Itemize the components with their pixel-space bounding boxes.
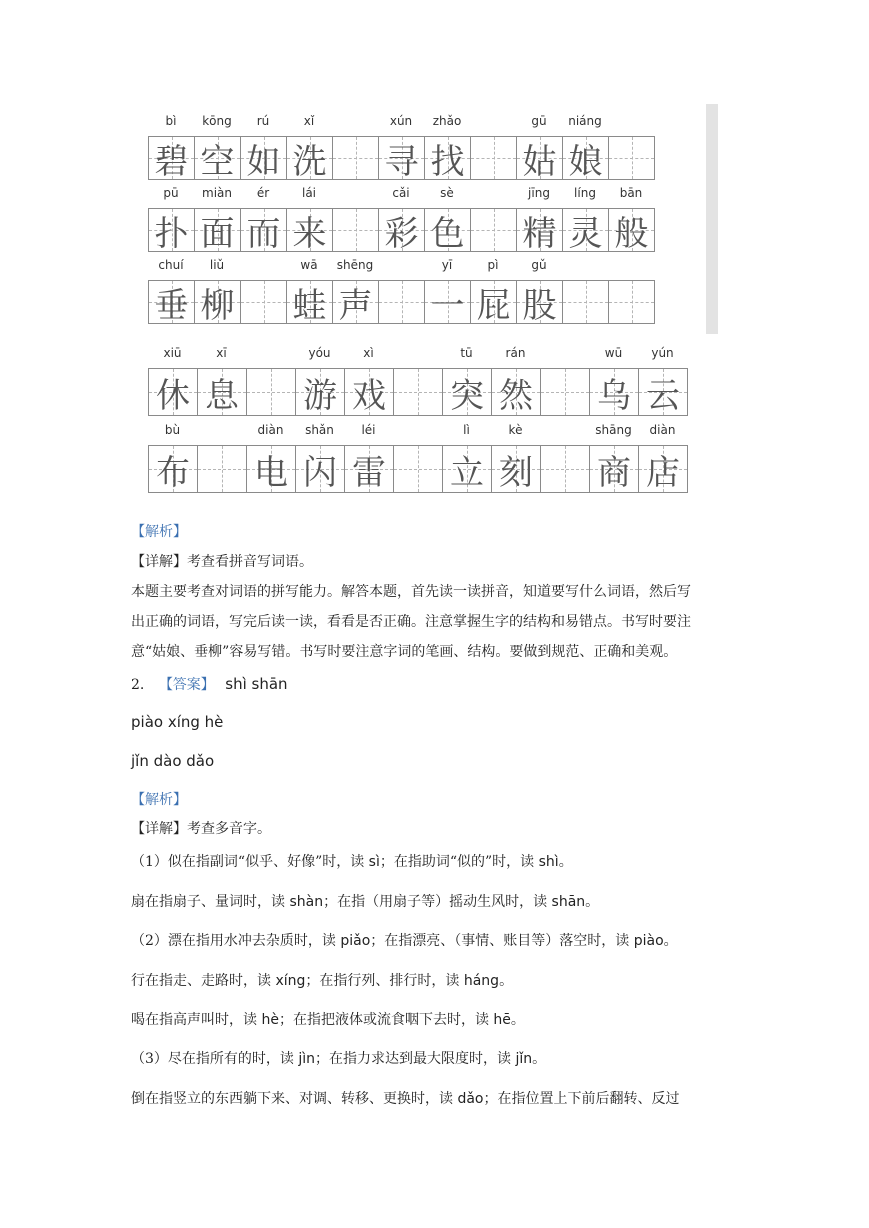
hanzi-character: 戏: [352, 375, 386, 416]
hanzi-character: [471, 137, 516, 179]
pinyin-label: bù: [164, 423, 181, 437]
analysis-heading-1: 【解析】: [131, 524, 187, 540]
hanzi-character: [379, 281, 424, 323]
pinyin-label: miàn: [202, 186, 232, 200]
tian-grid-cell: [609, 136, 655, 180]
hanzi-character: 商: [597, 452, 631, 493]
hanzi-character: [394, 446, 442, 492]
paragraph-line: 本题主要考查对词语的拼写能力。解答本题，首先读一读拼音，知道要写什么词语，然后写: [131, 584, 691, 600]
tian-grid-cell: [563, 136, 609, 180]
pinyin-line: [148, 346, 688, 368]
tian-grid-cell: [296, 368, 345, 416]
tian-grid-cell: [296, 445, 345, 493]
hanzi-character: 娘: [568, 141, 603, 182]
pinyin-label: pū: [163, 186, 179, 200]
tian-grid-cell: [517, 280, 563, 324]
tian-grid-cell: [379, 280, 425, 324]
tian-grid-cell: [394, 368, 443, 416]
tian-grid-cell: [517, 208, 563, 252]
pinyin-line: [148, 423, 688, 445]
tian-grid-cell: [492, 445, 541, 493]
hanzi-character: 息: [205, 375, 239, 416]
hanzi-character: 电: [254, 452, 288, 493]
grid-row: [148, 258, 655, 324]
explain-line: 倒在指竖立的东西躺下来、对调、转移、更换时，读 dǎo；在指位置上下前后翻转、反过: [131, 1091, 680, 1107]
pinyin-label: gū: [531, 114, 547, 128]
tian-grid-cells: [148, 136, 655, 180]
hanzi-character: 云: [646, 375, 680, 416]
tian-grid-cell: [333, 280, 379, 324]
explain-line: （2）漂在指用水冲去杂质时，读 piǎo；在指漂亮、（事情、账目等）落空时，读 piào。: [131, 933, 678, 949]
tian-grid-cell: [241, 136, 287, 180]
hanzi-character: 碧: [154, 141, 189, 182]
hanzi-character: [541, 446, 589, 492]
pinyin-label: pì: [487, 258, 499, 272]
pinyin-label: diàn: [649, 423, 676, 437]
hanzi-character: 而: [246, 213, 281, 254]
pinyin-label: jīng: [528, 186, 550, 200]
hanzi-character: 乌: [597, 375, 631, 416]
pinyin-label: shǎn: [305, 423, 334, 437]
hanzi-character: 休: [156, 375, 190, 416]
hanzi-character: 然: [499, 375, 533, 416]
explain-line: 扇在指扇子、量词时，读 shàn；在指（用扇子等）摇动生风时，读 shān。: [131, 894, 600, 910]
tian-grid-cell: [241, 208, 287, 252]
explain-line: 行在指走、走路时，读 xíng；在指行列、排行时，读 háng。: [131, 973, 514, 989]
tian-grid-cell: [379, 208, 425, 252]
hanzi-character: 店: [646, 452, 680, 493]
tian-grid-cell: [149, 136, 195, 180]
hanzi-character: 色: [430, 213, 465, 254]
word-grid-1: [148, 114, 655, 324]
tian-grid-cell: [195, 136, 241, 180]
tian-grid-cell: [609, 280, 655, 324]
hanzi-character: 一: [430, 285, 465, 326]
tian-grid-cell: [541, 445, 590, 493]
scrollbar[interactable]: [706, 104, 718, 334]
grid-row: [148, 186, 655, 252]
hanzi-character: [563, 281, 608, 323]
pinyin-label: chuí: [158, 258, 184, 272]
pinyin-label: kè: [508, 423, 523, 437]
pinyin-label: léi: [361, 423, 376, 437]
explain-line: （1）似在指副词“似乎、好像”时，读 sì；在指助词“似的”时，读 shì。: [131, 854, 573, 870]
hanzi-character: 游: [303, 375, 337, 416]
tian-grid-cell: [425, 280, 471, 324]
hanzi-character: [333, 137, 378, 179]
tian-grid-cell: [287, 136, 333, 180]
pinyin-label: kōng: [202, 114, 232, 128]
hanzi-character: 扑: [154, 213, 189, 254]
detail-line-1: 【详解】考查看拼音写词语。: [131, 554, 313, 570]
hanzi-character: 雷: [352, 452, 386, 493]
tian-grid-cells: [148, 280, 655, 324]
tian-grid-cell: [287, 280, 333, 324]
tian-grid-cell: [563, 280, 609, 324]
answer-pinyin: shì shān: [225, 675, 288, 693]
hanzi-character: 刻: [499, 452, 533, 493]
explain-line: （3）尽在指所有的时，读 jìn；在指力求达到最大限度时，读 jǐn。: [131, 1051, 547, 1067]
pinyin-label: líng: [574, 186, 596, 200]
tian-grid-cell: [345, 368, 394, 416]
pinyin-label: zhǎo: [432, 114, 462, 128]
pinyin-label: shāng: [595, 423, 632, 437]
paragraph-line: 意“姑娘、垂柳”容易写错。书写时要注意字词的笔画、结构。要做到规范、正确和美观。: [131, 644, 678, 660]
hanzi-character: 柳: [200, 285, 235, 326]
hanzi-character: 彩: [384, 213, 419, 254]
tian-grid-cell: [590, 368, 639, 416]
tian-grid-cell: [198, 368, 247, 416]
pinyin-label: yī: [441, 258, 453, 272]
tian-grid-cells: [148, 368, 688, 416]
tian-grid-cell: [333, 136, 379, 180]
pinyin-label: xún: [389, 114, 413, 128]
tian-grid-cell: [443, 445, 492, 493]
pinyin-label: shēng: [336, 258, 374, 272]
question-number: 2.: [131, 677, 145, 693]
tian-grid-cell: [247, 445, 296, 493]
hanzi-character: [198, 446, 246, 492]
tian-grid-cell: [394, 445, 443, 493]
hanzi-character: [471, 209, 516, 251]
tian-grid-cell: [198, 445, 247, 493]
answer-pinyin: jǐn dào dǎo: [131, 752, 215, 770]
tian-grid-cell: [541, 368, 590, 416]
grid-row: [148, 423, 688, 493]
hanzi-character: [609, 137, 654, 179]
pinyin-label: bān: [619, 186, 643, 200]
tian-grid-cell: [379, 136, 425, 180]
hanzi-character: 垂: [154, 285, 189, 326]
hanzi-character: 灵: [568, 213, 603, 254]
detail-line-2: 【详解】考查多音字。: [131, 821, 271, 837]
pinyin-label: xì: [363, 346, 374, 360]
tian-grid-cell: [195, 208, 241, 252]
hanzi-character: 空: [200, 141, 235, 182]
tian-grid-cell: [241, 280, 287, 324]
hanzi-character: 屁: [476, 285, 511, 326]
tian-grid-cell: [149, 368, 198, 416]
hanzi-character: 洗: [292, 141, 327, 182]
tian-grid-cell: [443, 368, 492, 416]
tian-grid-cell: [563, 208, 609, 252]
tian-grid-cell: [492, 368, 541, 416]
tian-grid-cell: [639, 368, 688, 416]
pinyin-label: diàn: [257, 423, 284, 437]
tian-grid-cell: [609, 208, 655, 252]
explain-line: 喝在指高声叫时，读 hè；在指把液体或流食咽下去时，读 hē。: [131, 1012, 525, 1028]
hanzi-character: 般: [614, 213, 649, 254]
tian-grid-cell: [639, 445, 688, 493]
tian-grid-cells: [148, 445, 688, 493]
hanzi-character: [333, 209, 378, 251]
hanzi-character: 布: [156, 452, 190, 493]
pinyin-label: yún: [651, 346, 674, 360]
answer-pinyin: piào xíng hè: [131, 713, 224, 731]
hanzi-character: 突: [450, 375, 484, 416]
tian-grid-cell: [149, 445, 198, 493]
pinyin-label: xǐ: [303, 114, 315, 128]
tian-grid-cell: [471, 208, 517, 252]
tian-grid-cell: [345, 445, 394, 493]
analysis-heading-2: 【解析】: [131, 792, 187, 808]
hanzi-character: 面: [200, 213, 235, 254]
tian-grid-cell: [425, 136, 471, 180]
pinyin-label: liǔ: [209, 258, 225, 272]
pinyin-label: wā: [300, 258, 318, 272]
hanzi-character: 蛙: [292, 285, 327, 326]
word-grid-2: [148, 346, 688, 493]
hanzi-character: 寻: [384, 141, 419, 182]
pinyin-label: xiū: [163, 346, 182, 360]
tian-grid-cell: [425, 208, 471, 252]
hanzi-character: [541, 369, 589, 415]
pinyin-label: ér: [256, 186, 270, 200]
pinyin-label: sè: [440, 186, 454, 200]
tian-grid-cell: [471, 280, 517, 324]
tian-grid-cells: [148, 208, 655, 252]
answer-tag: 【答案】: [158, 677, 215, 693]
hanzi-character: 精: [522, 213, 557, 254]
tian-grid-cell: [517, 136, 563, 180]
paragraph-line: 出正确的词语，写完后读一读，看看是否正确。注意掌握生字的结构和易错点。书写时要注: [131, 614, 691, 630]
hanzi-character: [241, 281, 286, 323]
pinyin-label: rán: [505, 346, 526, 360]
pinyin-label: tū: [460, 346, 473, 360]
pinyin-label: yóu: [308, 346, 331, 360]
hanzi-character: [247, 369, 295, 415]
hanzi-character: 来: [292, 213, 327, 254]
pinyin-label: wū: [604, 346, 623, 360]
tian-grid-cell: [149, 280, 195, 324]
pinyin-label: rú: [256, 114, 270, 128]
grid-row: [148, 114, 655, 180]
hanzi-character: [394, 369, 442, 415]
tian-grid-cell: [333, 208, 379, 252]
question-2-answer: [131, 674, 288, 694]
hanzi-character: [609, 281, 654, 323]
tian-grid-cell: [590, 445, 639, 493]
tian-grid-cell: [247, 368, 296, 416]
grid-row: [148, 346, 688, 416]
pinyin-label: lái: [301, 186, 317, 200]
pinyin-label: gǔ: [531, 258, 547, 272]
hanzi-character: 股: [522, 285, 557, 326]
pinyin-label: cǎi: [392, 186, 410, 200]
hanzi-character: 声: [338, 285, 373, 326]
pinyin-label: bì: [165, 114, 177, 128]
hanzi-character: 立: [450, 452, 484, 493]
hanzi-character: 姑: [522, 141, 557, 182]
hanzi-character: 找: [430, 141, 465, 182]
hanzi-character: 如: [246, 141, 281, 182]
hanzi-character: 闪: [303, 452, 337, 493]
pinyin-label: lì: [463, 423, 470, 437]
pinyin-label: xī: [216, 346, 227, 360]
tian-grid-cell: [471, 136, 517, 180]
tian-grid-cell: [195, 280, 241, 324]
pinyin-label: niáng: [568, 114, 602, 128]
tian-grid-cell: [149, 208, 195, 252]
tian-grid-cell: [287, 208, 333, 252]
